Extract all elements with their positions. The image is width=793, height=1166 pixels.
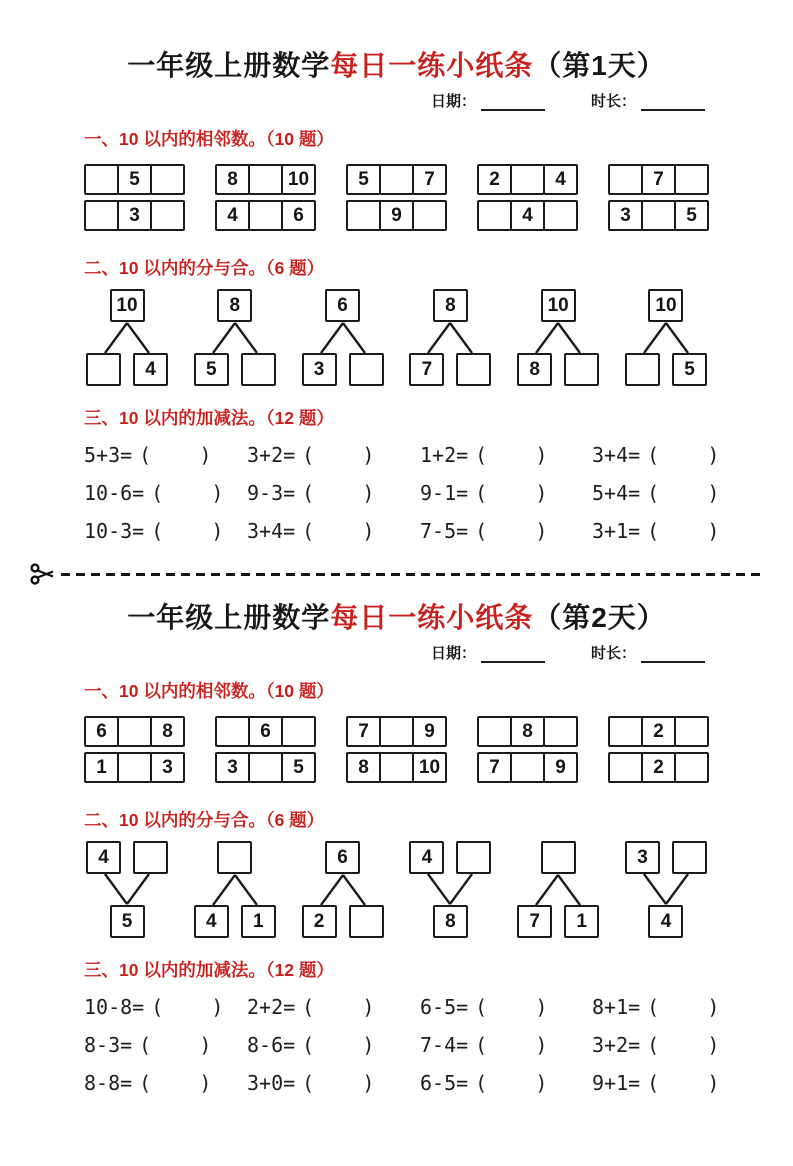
expression: 7-5= bbox=[420, 518, 469, 543]
answer-box[interactable] bbox=[672, 841, 707, 874]
dashed-divider bbox=[61, 573, 766, 576]
answer-box[interactable] bbox=[674, 716, 709, 747]
neighbors-row bbox=[84, 164, 709, 195]
answer-blank[interactable]: ( ) bbox=[475, 1032, 548, 1057]
answer-blank[interactable]: ( ) bbox=[475, 480, 548, 505]
neighbor-strip bbox=[477, 200, 578, 231]
number-box: 7 bbox=[641, 164, 676, 195]
answer-blank[interactable]: ( ) bbox=[139, 442, 212, 467]
number-box: 4 bbox=[409, 841, 444, 874]
meta-row bbox=[84, 90, 709, 111]
number-box: 6 bbox=[281, 200, 316, 231]
page-title bbox=[84, 44, 709, 84]
number-box: 3 bbox=[608, 200, 643, 231]
math-problem bbox=[592, 1029, 719, 1060]
expression: 9-1= bbox=[420, 480, 469, 505]
math-problem bbox=[420, 477, 592, 508]
expression: 5+3= bbox=[84, 442, 133, 467]
date-label: 日期： bbox=[430, 645, 476, 662]
pair-boxes bbox=[302, 905, 384, 938]
answer-blank[interactable]: ( ) bbox=[475, 442, 548, 467]
number-box: 5 bbox=[110, 905, 145, 938]
number-box: 7 bbox=[412, 164, 447, 195]
duration-field bbox=[591, 642, 705, 663]
title-series: 每日一练小纸条 bbox=[330, 50, 534, 81]
answer-blank[interactable]: ( ) bbox=[302, 442, 375, 467]
answer-box[interactable] bbox=[117, 752, 152, 783]
number-box: 4 bbox=[543, 164, 578, 195]
connector-lines bbox=[192, 874, 278, 905]
answer-blank[interactable]: ( ) bbox=[151, 994, 224, 1019]
answer-box[interactable] bbox=[674, 164, 709, 195]
section-heading-arithmetic: 三、10 以内的加减法。（12 题） bbox=[84, 408, 334, 428]
number-box: 4 bbox=[215, 200, 250, 231]
expression: 10-8= bbox=[84, 994, 145, 1019]
number-box: 5 bbox=[674, 200, 709, 231]
connector-lines bbox=[407, 874, 493, 905]
answer-box[interactable] bbox=[150, 164, 185, 195]
connector-lines bbox=[623, 322, 709, 353]
number-box: 8 bbox=[517, 353, 552, 386]
duration-blank[interactable] bbox=[641, 98, 705, 111]
number-box: 5 bbox=[117, 164, 152, 195]
math-problem bbox=[420, 991, 592, 1022]
number-box: 9 bbox=[543, 752, 578, 783]
answer-blank[interactable]: ( ) bbox=[647, 480, 720, 505]
neighbor-strip bbox=[608, 752, 709, 783]
answer-box[interactable] bbox=[641, 200, 676, 231]
worksheet-day-1 bbox=[0, 44, 793, 546]
number-box: 10 bbox=[648, 289, 683, 322]
answer-box[interactable] bbox=[248, 752, 283, 783]
number-box: 2 bbox=[302, 905, 337, 938]
decompose-tree bbox=[300, 289, 386, 386]
math-problem bbox=[592, 477, 719, 508]
answer-box[interactable] bbox=[84, 164, 119, 195]
number-box: 4 bbox=[86, 841, 121, 874]
math-problem bbox=[84, 1029, 247, 1060]
answer-blank[interactable]: ( ) bbox=[647, 1032, 720, 1057]
compose-tree bbox=[407, 841, 493, 938]
arithmetic-grid bbox=[84, 991, 720, 1098]
connector-lines bbox=[300, 322, 386, 353]
pair-boxes bbox=[302, 353, 384, 386]
neighbor-strip bbox=[608, 716, 709, 747]
number-box: 1 bbox=[84, 752, 119, 783]
answer-box[interactable] bbox=[379, 716, 414, 747]
math-problem bbox=[592, 1067, 719, 1098]
pair-boxes bbox=[517, 905, 599, 938]
worksheet-day-2 bbox=[0, 596, 793, 1098]
expression: 9-3= bbox=[247, 480, 296, 505]
number-box: 3 bbox=[215, 752, 250, 783]
answer-blank[interactable]: ( ) bbox=[475, 994, 548, 1019]
title-day: （第2天） bbox=[533, 602, 666, 633]
math-problem bbox=[84, 991, 247, 1022]
decompose-tree bbox=[515, 289, 601, 386]
answer-box[interactable] bbox=[510, 752, 545, 783]
neighbor-strip bbox=[346, 716, 447, 747]
neighbor-strip bbox=[84, 716, 185, 747]
title-day: （第1天） bbox=[533, 50, 666, 81]
decompose-tree bbox=[515, 841, 601, 938]
math-problem bbox=[420, 1067, 592, 1098]
answer-box[interactable] bbox=[117, 716, 152, 747]
expression: 1+2= bbox=[420, 442, 469, 467]
expression: 8-8= bbox=[84, 1070, 133, 1095]
number-box: 8 bbox=[433, 289, 468, 322]
connector-lines bbox=[300, 874, 386, 905]
pair-boxes bbox=[86, 841, 168, 874]
decompose-tree bbox=[407, 289, 493, 386]
number-box: 8 bbox=[433, 905, 468, 938]
number-box: 4 bbox=[648, 905, 683, 938]
duration-blank[interactable] bbox=[641, 650, 705, 663]
expression: 6-5= bbox=[420, 994, 469, 1019]
answer-box[interactable] bbox=[412, 200, 447, 231]
neighbors-row bbox=[84, 716, 709, 747]
title-course: 一年级上册数学 bbox=[127, 602, 331, 633]
answer-blank[interactable]: ( ) bbox=[647, 994, 720, 1019]
neighbors-grid bbox=[84, 716, 709, 783]
answer-box[interactable] bbox=[510, 164, 545, 195]
duration-field bbox=[591, 90, 705, 111]
answer-box[interactable] bbox=[84, 200, 119, 231]
math-problem bbox=[84, 439, 247, 470]
connector-lines bbox=[84, 322, 170, 353]
neighbor-strip bbox=[477, 752, 578, 783]
page-title bbox=[84, 596, 709, 636]
number-box: 10 bbox=[110, 289, 145, 322]
answer-box[interactable] bbox=[133, 841, 168, 874]
math-problem bbox=[420, 515, 592, 546]
compose-tree bbox=[84, 841, 170, 938]
number-box: 5 bbox=[672, 353, 707, 386]
cut-line bbox=[30, 562, 766, 586]
math-problem bbox=[84, 477, 247, 508]
number-box: 1 bbox=[241, 905, 276, 938]
duration-label: 时长： bbox=[590, 93, 636, 110]
neighbor-strip bbox=[608, 164, 709, 195]
math-problem bbox=[247, 439, 420, 470]
number-box: 7 bbox=[477, 752, 512, 783]
expression: 7-4= bbox=[420, 1032, 469, 1057]
section-heading-neighbors: 一、10 以内的相邻数。（10 题） bbox=[84, 129, 334, 149]
math-problem bbox=[592, 515, 719, 546]
expression: 3+2= bbox=[247, 442, 296, 467]
connector-lines bbox=[84, 874, 170, 905]
number-box: 4 bbox=[194, 905, 229, 938]
answer-box[interactable] bbox=[379, 752, 414, 783]
decompose-tree bbox=[300, 841, 386, 938]
math-problem bbox=[592, 991, 719, 1022]
number-box: 2 bbox=[641, 716, 676, 747]
number-box: 2 bbox=[641, 752, 676, 783]
neighbors-row bbox=[84, 752, 709, 783]
answer-blank[interactable]: ( ) bbox=[139, 1070, 212, 1095]
decompose-tree bbox=[192, 289, 278, 386]
answer-box[interactable] bbox=[543, 716, 578, 747]
answer-box[interactable] bbox=[456, 353, 491, 386]
number-box: 6 bbox=[325, 289, 360, 322]
answer-box[interactable] bbox=[346, 200, 381, 231]
compose-tree bbox=[623, 841, 709, 938]
answer-blank[interactable]: ( ) bbox=[302, 1070, 375, 1095]
answer-box[interactable] bbox=[625, 353, 660, 386]
expression: 5+4= bbox=[592, 480, 641, 505]
answer-box[interactable] bbox=[248, 164, 283, 195]
answer-box[interactable] bbox=[281, 716, 316, 747]
math-problem bbox=[247, 1067, 420, 1098]
answer-box[interactable] bbox=[543, 200, 578, 231]
answer-box[interactable] bbox=[349, 353, 384, 386]
number-box: 5 bbox=[346, 164, 381, 195]
connector-lines bbox=[623, 874, 709, 905]
number-box: 10 bbox=[412, 752, 447, 783]
neighbor-strip bbox=[84, 200, 185, 231]
number-box: 7 bbox=[346, 716, 381, 747]
math-problem bbox=[592, 439, 719, 470]
answer-blank[interactable]: ( ) bbox=[475, 518, 548, 543]
date-field bbox=[431, 642, 545, 663]
date-label: 日期： bbox=[430, 93, 476, 110]
neighbor-strip bbox=[477, 716, 578, 747]
math-problem bbox=[84, 515, 247, 546]
number-box: 10 bbox=[541, 289, 576, 322]
neighbor-strip bbox=[346, 164, 447, 195]
pair-boxes bbox=[409, 841, 491, 874]
number-box: 3 bbox=[625, 841, 660, 874]
pair-boxes bbox=[517, 353, 599, 386]
answer-box[interactable] bbox=[150, 200, 185, 231]
neighbors-row bbox=[84, 200, 709, 231]
expression: 6-5= bbox=[420, 1070, 469, 1095]
answer-box[interactable] bbox=[86, 353, 121, 386]
answer-blank[interactable]: ( ) bbox=[302, 994, 375, 1019]
math-problem bbox=[84, 1067, 247, 1098]
pair-boxes bbox=[409, 353, 491, 386]
answer-blank[interactable]: ( ) bbox=[647, 518, 720, 543]
number-box: 8 bbox=[217, 289, 252, 322]
section-heading-arithmetic: 三、10 以内的加减法。（12 题） bbox=[84, 960, 334, 980]
answer-blank[interactable]: ( ) bbox=[139, 1032, 212, 1057]
expression: 10-3= bbox=[84, 518, 145, 543]
duration-label: 时长： bbox=[590, 645, 636, 662]
expression: 3+0= bbox=[247, 1070, 296, 1095]
answer-box[interactable] bbox=[608, 716, 643, 747]
answer-box[interactable] bbox=[564, 353, 599, 386]
number-box: 6 bbox=[84, 716, 119, 747]
pair-boxes bbox=[194, 905, 276, 938]
answer-box[interactable] bbox=[241, 353, 276, 386]
connector-lines bbox=[515, 874, 601, 905]
answer-box[interactable] bbox=[674, 752, 709, 783]
section-heading-compose: 二、10 以内的分与合。（6 题） bbox=[84, 810, 325, 830]
number-box: 4 bbox=[510, 200, 545, 231]
number-box: 3 bbox=[150, 752, 185, 783]
neighbor-strip bbox=[215, 164, 316, 195]
answer-blank[interactable]: ( ) bbox=[151, 480, 224, 505]
connector-lines bbox=[515, 322, 601, 353]
answer-box[interactable] bbox=[608, 164, 643, 195]
neighbor-strip bbox=[346, 752, 447, 783]
expression: 9+1= bbox=[592, 1070, 641, 1095]
answer-blank[interactable]: ( ) bbox=[302, 1032, 375, 1057]
number-box: 3 bbox=[117, 200, 152, 231]
answer-box[interactable] bbox=[217, 841, 252, 874]
answer-box[interactable] bbox=[456, 841, 491, 874]
number-box: 8 bbox=[346, 752, 381, 783]
answer-blank[interactable]: ( ) bbox=[302, 480, 375, 505]
arithmetic-grid bbox=[84, 439, 720, 546]
math-problem bbox=[420, 1029, 592, 1060]
math-problem bbox=[420, 439, 592, 470]
answer-box[interactable] bbox=[379, 164, 414, 195]
neighbors-grid bbox=[84, 164, 709, 231]
compose-trees bbox=[84, 289, 709, 386]
answer-box[interactable] bbox=[477, 716, 512, 747]
answer-box[interactable] bbox=[349, 905, 384, 938]
number-box: 2 bbox=[477, 164, 512, 195]
number-box: 8 bbox=[215, 164, 250, 195]
expression: 2+2= bbox=[247, 994, 296, 1019]
scissors-icon bbox=[30, 562, 56, 586]
neighbor-strip bbox=[215, 200, 316, 231]
section-heading-neighbors: 一、10 以内的相邻数。（10 题） bbox=[84, 681, 334, 701]
pair-boxes bbox=[194, 353, 276, 386]
answer-blank[interactable]: ( ) bbox=[647, 1070, 720, 1095]
pair-boxes bbox=[625, 353, 707, 386]
expression: 3+2= bbox=[592, 1032, 641, 1057]
expression: 3+4= bbox=[592, 442, 641, 467]
math-problem bbox=[247, 515, 420, 546]
section-heading-compose: 二、10 以内的分与合。（6 题） bbox=[84, 258, 325, 278]
pair-boxes bbox=[625, 841, 707, 874]
number-box: 5 bbox=[281, 752, 316, 783]
number-box: 3 bbox=[302, 353, 337, 386]
title-series: 每日一练小纸条 bbox=[330, 602, 534, 633]
expression: 3+4= bbox=[247, 518, 296, 543]
math-problem bbox=[247, 991, 420, 1022]
answer-box[interactable] bbox=[608, 752, 643, 783]
neighbor-strip bbox=[84, 752, 185, 783]
number-box: 6 bbox=[325, 841, 360, 874]
answer-box[interactable] bbox=[541, 841, 576, 874]
neighbor-strip bbox=[215, 752, 316, 783]
neighbor-strip bbox=[84, 164, 185, 195]
expression: 8-3= bbox=[84, 1032, 133, 1057]
meta-row bbox=[84, 642, 709, 663]
neighbor-strip bbox=[346, 200, 447, 231]
math-problem bbox=[247, 1029, 420, 1060]
number-box: 6 bbox=[248, 716, 283, 747]
number-box: 9 bbox=[379, 200, 414, 231]
number-box: 8 bbox=[510, 716, 545, 747]
math-problem bbox=[247, 477, 420, 508]
compose-trees bbox=[84, 841, 709, 938]
answer-blank[interactable]: ( ) bbox=[647, 442, 720, 467]
expression: 8-6= bbox=[247, 1032, 296, 1057]
number-box: 8 bbox=[150, 716, 185, 747]
number-box: 4 bbox=[133, 353, 168, 386]
expression: 8+1= bbox=[592, 994, 641, 1019]
number-box: 5 bbox=[194, 353, 229, 386]
connector-lines bbox=[192, 322, 278, 353]
neighbor-strip bbox=[608, 200, 709, 231]
neighbor-strip bbox=[215, 716, 316, 747]
number-box: 9 bbox=[412, 716, 447, 747]
connector-lines bbox=[407, 322, 493, 353]
date-blank[interactable] bbox=[481, 650, 545, 663]
number-box: 7 bbox=[409, 353, 444, 386]
date-blank[interactable] bbox=[481, 98, 545, 111]
title-course: 一年级上册数学 bbox=[127, 50, 331, 81]
answer-box[interactable] bbox=[215, 716, 250, 747]
answer-blank[interactable]: ( ) bbox=[475, 1070, 548, 1095]
number-box: 10 bbox=[281, 164, 316, 195]
neighbor-strip bbox=[477, 164, 578, 195]
expression: 3+1= bbox=[592, 518, 641, 543]
date-field bbox=[431, 90, 545, 111]
number-box: 7 bbox=[517, 905, 552, 938]
answer-blank[interactable]: ( ) bbox=[151, 518, 224, 543]
decompose-tree bbox=[84, 289, 170, 386]
answer-box[interactable] bbox=[477, 200, 512, 231]
expression: 10-6= bbox=[84, 480, 145, 505]
decompose-tree bbox=[192, 841, 278, 938]
number-box: 1 bbox=[564, 905, 599, 938]
decompose-tree bbox=[623, 289, 709, 386]
answer-blank[interactable]: ( ) bbox=[302, 518, 375, 543]
pair-boxes bbox=[86, 353, 168, 386]
answer-box[interactable] bbox=[248, 200, 283, 231]
